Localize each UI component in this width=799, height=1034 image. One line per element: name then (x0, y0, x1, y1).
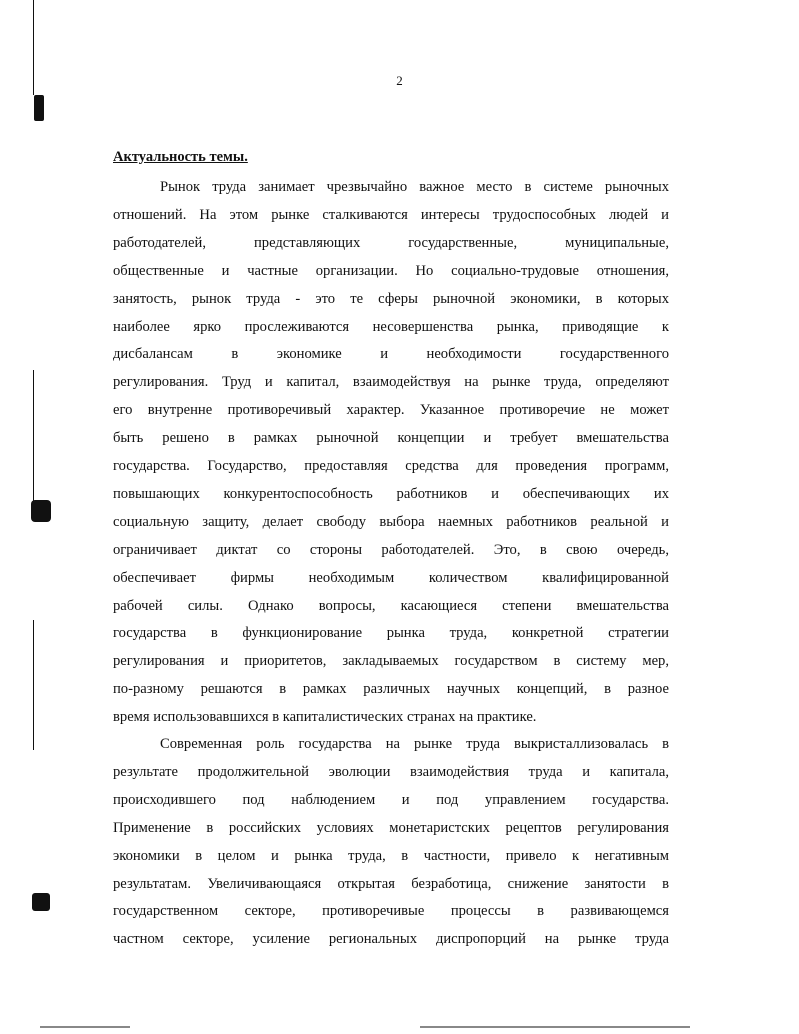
paragraph-line: Современная роль государства на рынке труда выкристаллизовалась в (160, 736, 669, 752)
paragraph-line: наиболее ярко прослеживаются несовершенства рынка, приводящие к (113, 318, 669, 335)
paragraph-line: социальную защиту, делает свободу выбора наемных работников реальной и (113, 513, 669, 530)
paragraph-line: Рынок труда занимает чрезвычайно важное место в системе рыночных (160, 179, 669, 195)
paragraph-line: государства в функционирование рынка труда, конкретной стратегии (113, 625, 669, 642)
paragraph-line: его внутренне противоречивый характер. Указанное противоречие не может (113, 402, 669, 419)
paragraph-line: рабочей силы. Однако вопросы, касающиеся степени вмешательства (113, 597, 669, 614)
paragraph-line: происходившего под наблюдением и под управлением государства. (113, 791, 669, 808)
scan-mark-top (34, 95, 44, 121)
scan-mark-bottom (32, 893, 50, 911)
scan-footer-line-right (420, 1026, 690, 1028)
paragraph-line: Применение в российских условиях монетаристских рецептов регулирования (113, 819, 669, 836)
paragraph-line: работодателей, представляющих государственные, муниципальные, (113, 234, 669, 251)
section-heading: Актуальность темы. (113, 149, 248, 165)
paragraph-line: государства. Государство, предоставляя средства для проведения программ, (113, 458, 669, 474)
paragraph-line: регулирования. Труд и капитал, взаимодействуя на рынке труда, определяют (113, 374, 669, 391)
scan-mark-mid (31, 500, 51, 522)
paragraph-line: обеспечивает фирмы необходимым количеством квалифицированной (113, 569, 669, 586)
paragraph-line: общественные и частные организации. Но социально-трудовые отношения, (113, 262, 669, 279)
paragraph-line: государственном секторе, противоречивые процессы в развивающемся (113, 903, 669, 920)
paragraph-line: по-разному решаются в рамках различных научных концепций, в разное (113, 681, 669, 698)
paragraph-line: результатам. Увеличивающаяся открытая безработица, снижение занятости в (113, 875, 669, 892)
paragraph-line: ограничивает диктат со стороны работодателей. Это, в свою очередь, (113, 541, 669, 558)
paragraph-line: повышающих конкурентоспособность работников и обеспечивающих их (113, 485, 669, 502)
scan-footer-line-left (40, 1026, 130, 1028)
paragraph-line: частном секторе, усиление региональных диспропорций на рынке труда (113, 931, 669, 948)
paragraph-line: регулирования и приоритетов, закладываемых государством в систему мер, (113, 653, 669, 670)
scan-margin-line-mid (33, 370, 34, 510)
paragraph-line: экономики в целом и рынка труда, в частности, привело к негативным (113, 847, 669, 864)
scan-margin-line-low (33, 620, 34, 750)
paragraph-line: быть решено в рамках рыночной концепции и требует вмешательства (113, 430, 669, 447)
paragraph-line: результате продолжительной эволюции взаимодействия труда и капитала, (113, 763, 669, 780)
paragraph-line: дисбалансам в экономике и необходимости государственного (113, 346, 669, 363)
paragraph-line: отношений. На этом рынке сталкиваются интересы трудоспособных людей и (113, 206, 669, 223)
paragraph-line: время использовавшихся в капиталистических странах на практике. (113, 709, 537, 726)
page-number: 2 (396, 73, 403, 88)
paragraph-line: занятость, рынок труда - это те сферы рыночной экономики, в которых (113, 290, 669, 307)
